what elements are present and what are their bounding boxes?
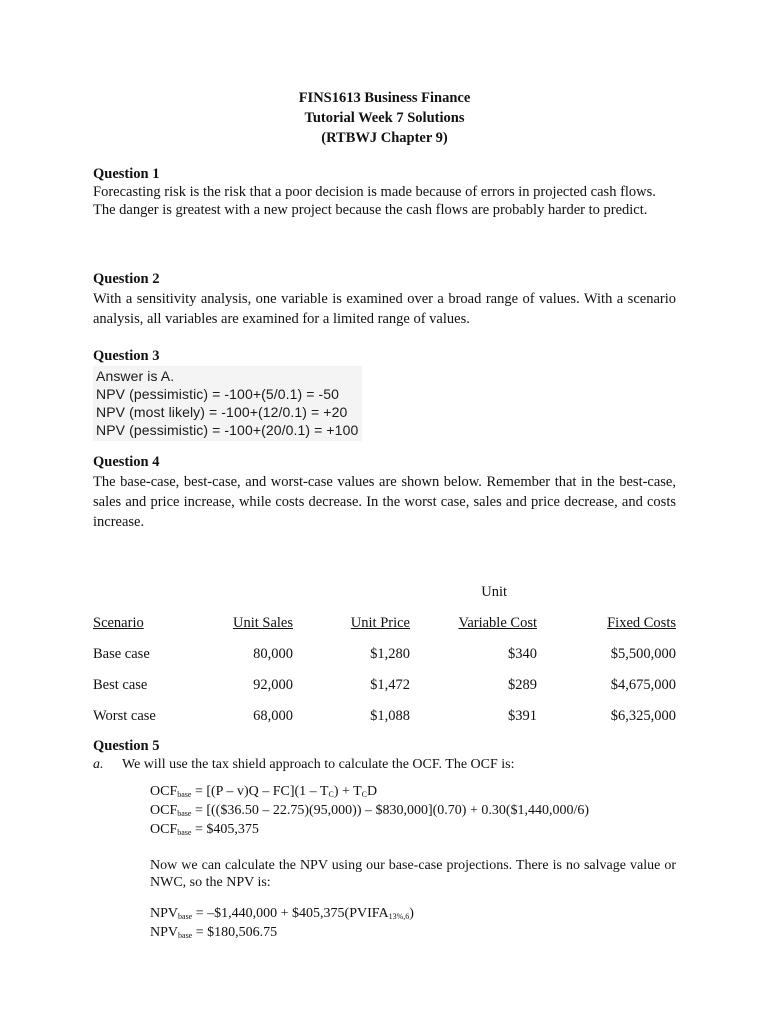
cell-variable-cost: $340 [508,646,537,662]
ocf-formulas [150,784,676,944]
answer-line: NPV (most likely) = -100+(12/0.1) = +20 [96,404,348,420]
header-scenario: Scenario [93,615,144,631]
cell-unit-sales: 92,000 [253,677,293,693]
cell-unit-price: $1,088 [370,708,410,724]
answer-line: NPV (pessimistic) = -100+(20/0.1) = +100 [96,422,359,438]
question-1-paragraph-2: The danger is greatest with a new project because the cash flows are probably harder to predict. [93,201,648,218]
question-4-paragraph: The base-case, best-case, and worst-case values are shown below. Remember that in the best-case, sales and price increase, while costs decrease. In the worst case, sales and price decrease, and costs increase. [93,474,676,530]
ocf-formula-1c: D [367,784,378,799]
ocf-formula-1a: = [(P – v)Q – FC](1 – T [191,784,329,799]
npv-subscript: base [178,931,193,940]
answer-line: Answer is A. [96,368,175,384]
cell-unit-price: $1,472 [370,677,410,693]
cell-scenario: Worst case [93,708,156,724]
cell-scenario: Base case [93,646,150,662]
header-unit-price: Unit Price [350,615,410,631]
tax-subscript: C [361,790,368,799]
cell-fixed-costs: $6,325,000 [610,708,676,724]
table-header-row-top [93,570,676,601]
ocf-formula-2: = [(($36.50 – 22.75)(95,000)) – $830,000](0.70) + 0.30($1,440,000/6) [191,803,590,818]
ocf-symbol: OCF [150,803,178,818]
header-fixed-costs: Fixed Costs [607,615,676,631]
cell-fixed-costs: $4,675,000 [610,677,676,693]
part-a-label: a. [93,757,104,772]
ocf-line-3 [150,822,676,841]
question-4 [93,452,676,532]
header-unit: Unit [481,584,507,600]
question-2-paragraph: With a sensitivity analysis, one variable is examined over a broad range of values. With a scenario analysis, all variables are examined for a limited range of values. [93,291,676,327]
cell-unit-price: $1,280 [370,646,410,662]
chapter-reference: (RTBWJ Chapter 9) [321,130,448,146]
question-1-title: Question 1 [93,166,160,182]
ocf-symbol: OCF [150,822,178,837]
part-a-text: We will use the tax shield approach to calculate the OCF. The OCF is: [122,757,515,772]
question-3 [93,346,676,441]
question-2 [93,269,676,329]
ocf-subscript: base [177,790,192,799]
tutorial-title: Tutorial Week 7 Solutions [304,110,465,126]
header-unit-sales: Unit Sales [232,615,293,631]
npv-formula-1: = –$1,440,000 + $405,375(PVIFA [192,906,389,921]
question-1 [93,164,676,219]
course-title: FINS1613 Business Finance [298,90,471,106]
tax-subscript: C [328,790,334,799]
cell-unit-sales: 68,000 [253,708,293,724]
question-3-answer-image [93,366,362,441]
question-5 [93,736,676,944]
ocf-formula-3: = $405,375 [191,822,259,837]
question-5-part-a [93,756,676,773]
table-row [93,632,676,663]
document-header [93,88,676,148]
question-1-paragraph-1: Forecasting risk is the risk that a poor decision is made because of errors in projected cash flows. [93,184,656,200]
answer-line: NPV (pessimistic) = -100+(5/0.1) = -50 [96,386,340,402]
cell-variable-cost: $391 [508,708,537,724]
npv-formula-2: = $180,506.75 [192,925,278,940]
table-row [93,694,676,725]
question-2-title: Question 2 [93,271,160,287]
npv-intro: Now we can calculate the NPV using our base-case projections. There is no salvage value or NWC, so the NPV is: [150,858,676,890]
pvifa-subscript: 13%,6 [388,912,410,921]
table-header-row [93,601,676,632]
scenario-table [93,570,676,725]
header-variable-cost: Variable Cost [458,615,537,631]
npv-symbol: NPV [150,906,179,921]
npv-formula-1-end: ) [409,906,414,921]
npv-subscript: base [178,912,193,921]
question-3-title: Question 3 [93,348,160,364]
table-row [93,663,676,694]
ocf-subscript: base [177,809,192,818]
npv-line-2 [150,925,676,944]
cell-scenario: Best case [93,677,148,693]
ocf-line-1 [150,784,676,803]
npv-symbol: NPV [150,925,179,940]
npv-line-1 [150,906,676,925]
cell-unit-sales: 80,000 [253,646,293,662]
question-4-title: Question 4 [93,454,160,470]
ocf-line-2 [150,803,676,822]
question-5-title: Question 5 [93,738,160,754]
cell-variable-cost: $289 [508,677,537,693]
ocf-formula-1b: ) + T [333,784,362,799]
ocf-subscript: base [177,828,192,837]
cell-fixed-costs: $5,500,000 [610,646,676,662]
ocf-symbol: OCF [150,784,178,799]
